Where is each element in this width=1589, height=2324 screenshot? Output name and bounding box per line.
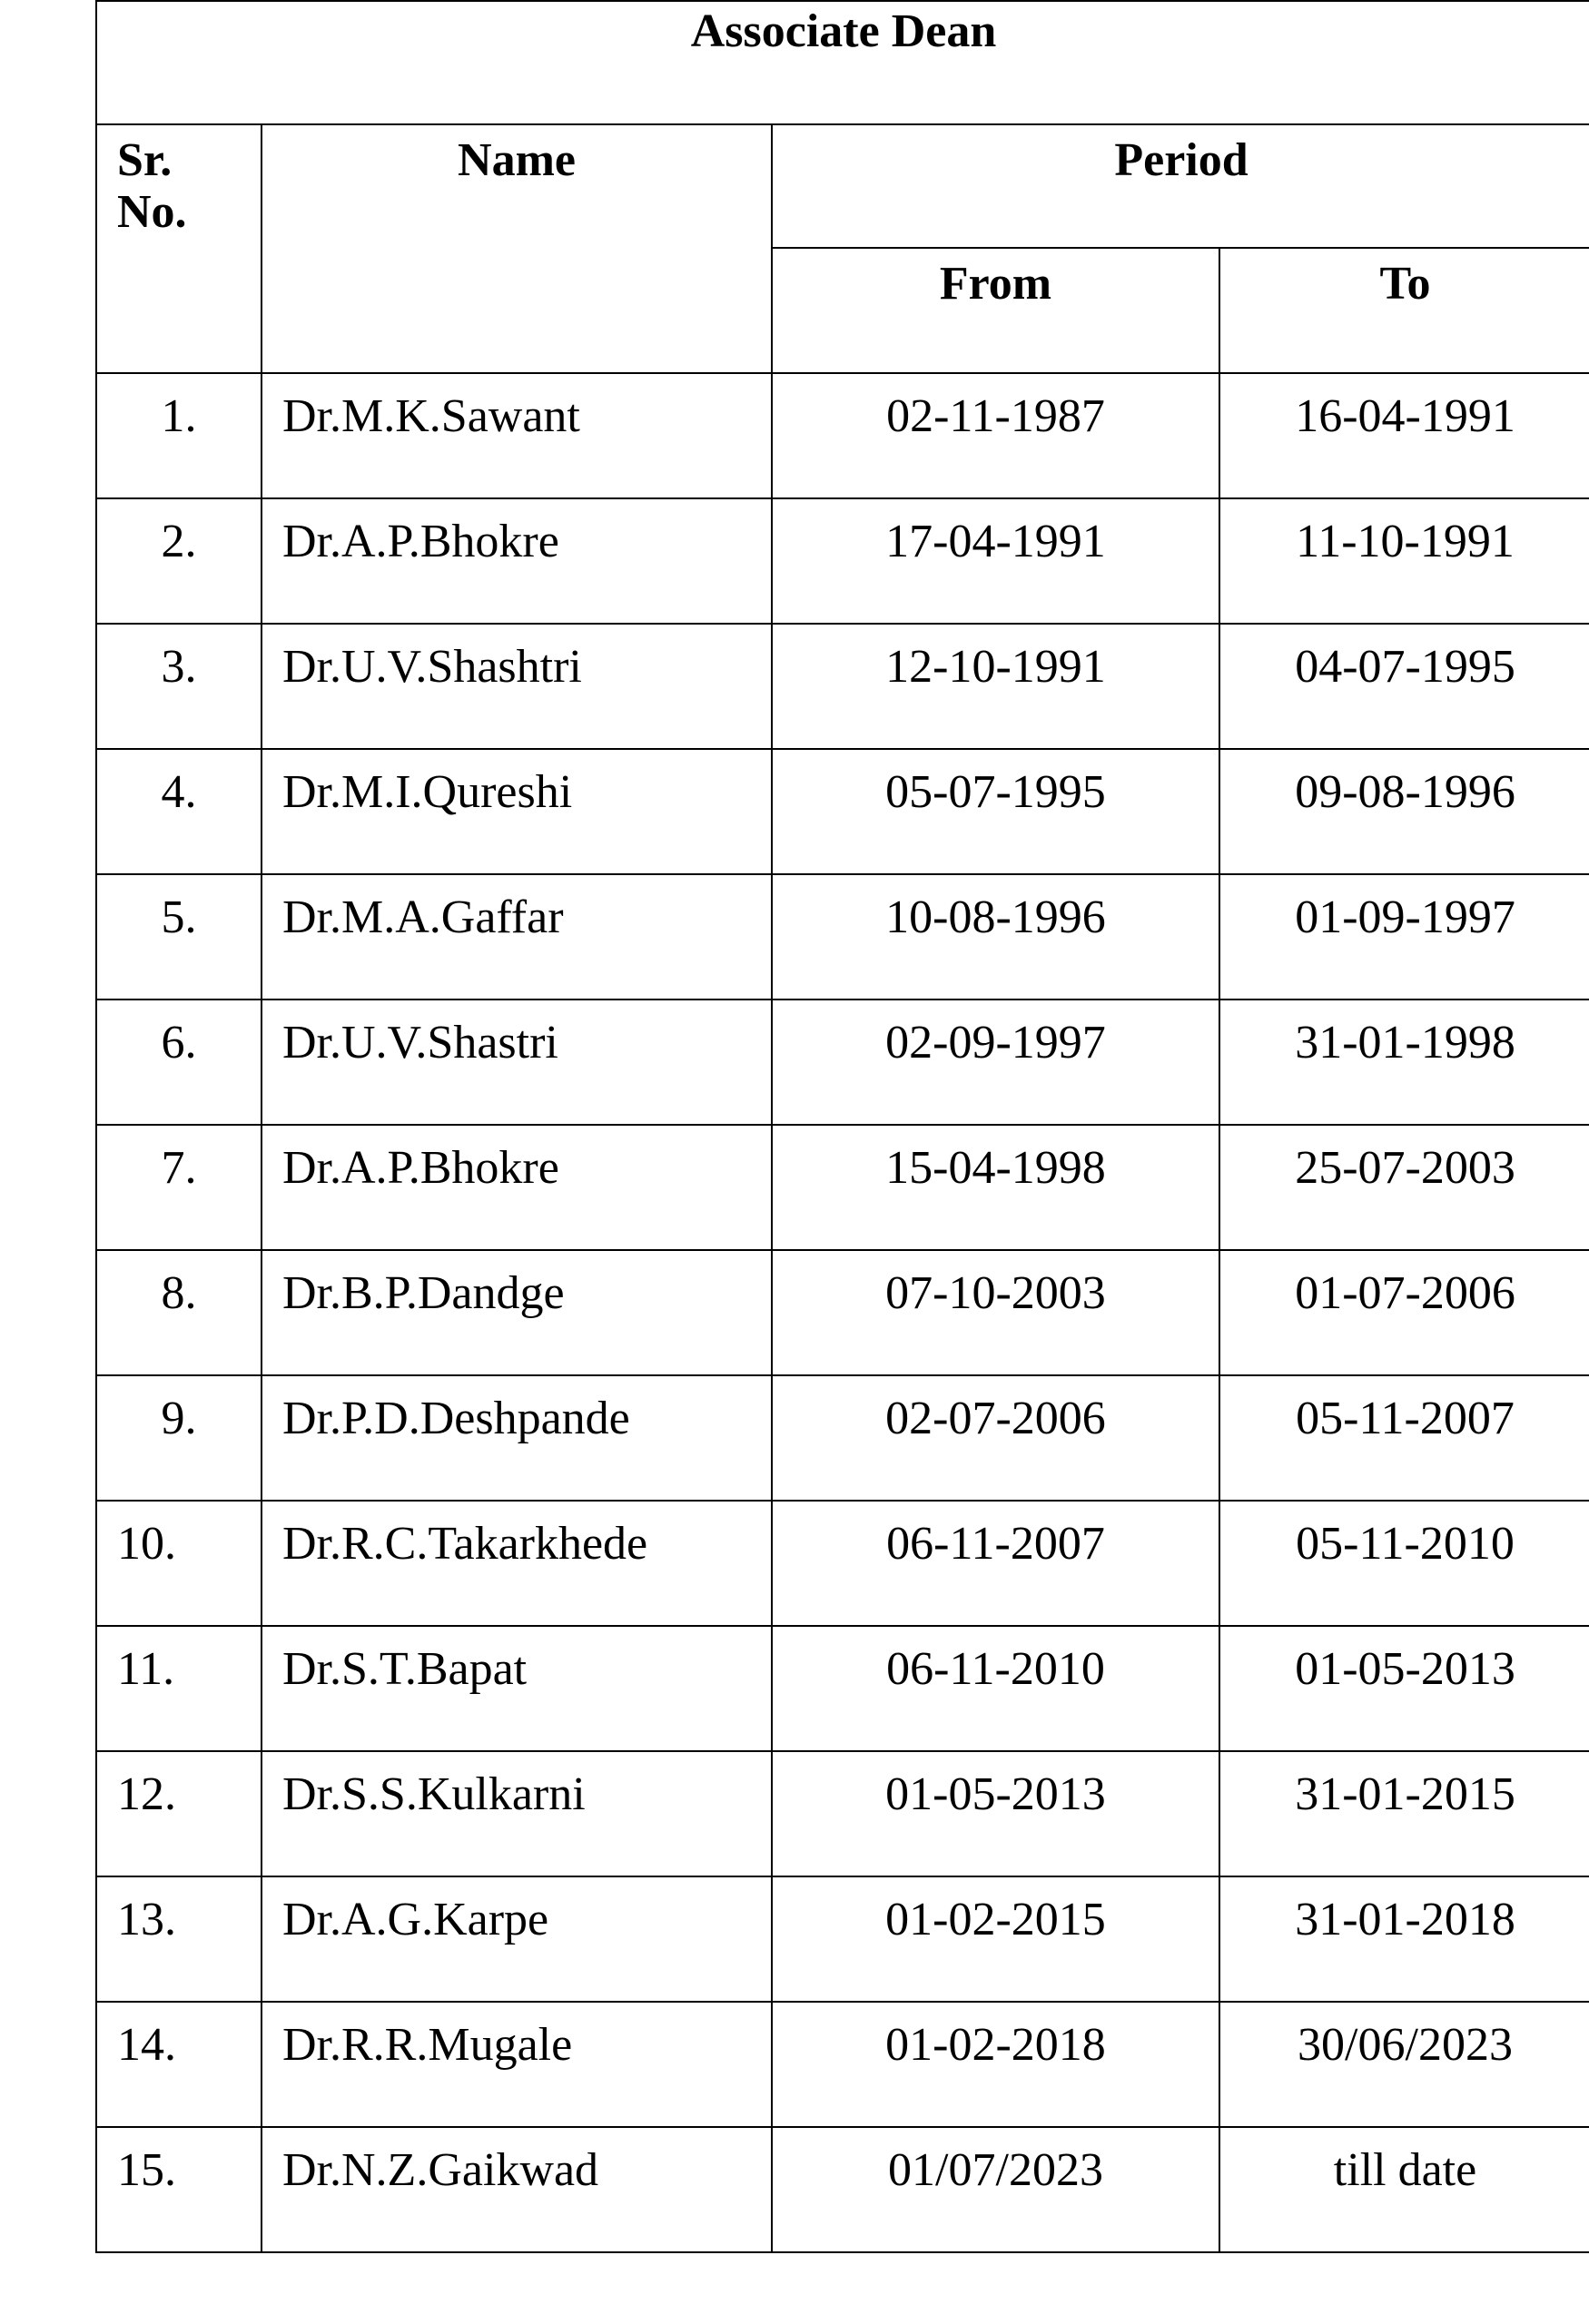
to-date-cell: 05-11-2007 — [1219, 1375, 1589, 1501]
from-date-cell: 07-10-2003 — [772, 1250, 1219, 1375]
name-cell: Dr.R.R.Mugale — [262, 2002, 772, 2127]
table-row — [96, 624, 1589, 749]
sr-no-cell: 10. — [96, 1501, 262, 1626]
header-from: From — [772, 248, 1219, 373]
table-row — [96, 1000, 1589, 1125]
sr-no-cell: 14. — [96, 2002, 262, 2127]
sr-no-cell: 13. — [96, 1876, 262, 2002]
associate-dean-table — [95, 0, 1589, 2253]
name-cell: Dr.P.D.Deshpande — [262, 1375, 772, 1501]
to-date-cell: 01-05-2013 — [1219, 1626, 1589, 1751]
sr-no-cell: 2. — [96, 498, 262, 624]
from-date-cell: 05-07-1995 — [772, 749, 1219, 874]
name-cell: Dr.M.A.Gaffar — [262, 874, 772, 1000]
name-cell: Dr.U.V.Shashtri — [262, 624, 772, 749]
table-row — [96, 1876, 1589, 2002]
sr-no-cell: 9. — [96, 1375, 262, 1501]
title-row — [96, 1, 1589, 124]
table-row — [96, 1751, 1589, 1876]
name-cell: Dr.R.C.Takarkhede — [262, 1501, 772, 1626]
from-date-cell: 10-08-1996 — [772, 874, 1219, 1000]
table-row — [96, 2127, 1589, 2252]
sr-no-cell: 7. — [96, 1125, 262, 1250]
sr-no-cell: 3. — [96, 624, 262, 749]
to-date-cell: 31-01-1998 — [1219, 1000, 1589, 1125]
from-date-cell: 01-05-2013 — [772, 1751, 1219, 1876]
sr-no-cell: 8. — [96, 1250, 262, 1375]
from-date-cell: 06-11-2007 — [772, 1501, 1219, 1626]
from-date-cell: 02-07-2006 — [772, 1375, 1219, 1501]
from-date-cell: 01-02-2015 — [772, 1876, 1219, 2002]
table-row — [96, 498, 1589, 624]
table-row — [96, 1501, 1589, 1626]
from-date-cell: 12-10-1991 — [772, 624, 1219, 749]
table-row — [96, 874, 1589, 1000]
table-title: Associate Dean — [96, 1, 1589, 124]
to-date-cell: 05-11-2010 — [1219, 1501, 1589, 1626]
from-date-cell: 02-11-1987 — [772, 373, 1219, 498]
table-row — [96, 2002, 1589, 2127]
to-date-cell: 01-07-2006 — [1219, 1250, 1589, 1375]
name-cell: Dr.S.T.Bapat — [262, 1626, 772, 1751]
table-row — [96, 1626, 1589, 1751]
header-sr-no-label: Sr. No. — [117, 134, 187, 239]
name-cell: Dr.A.P.Bhokre — [262, 1125, 772, 1250]
to-date-cell: till date — [1219, 2127, 1589, 2252]
from-date-cell: 01-02-2018 — [772, 2002, 1219, 2127]
header-period: Period — [772, 124, 1589, 248]
table-row — [96, 1125, 1589, 1250]
from-date-cell: 06-11-2010 — [772, 1626, 1219, 1751]
to-date-cell: 11-10-1991 — [1219, 498, 1589, 624]
to-date-cell: 31-01-2015 — [1219, 1751, 1589, 1876]
table-row — [96, 749, 1589, 874]
sr-no-cell: 4. — [96, 749, 262, 874]
name-cell: Dr.S.S.Kulkarni — [262, 1751, 772, 1876]
header-row-1 — [96, 124, 1589, 248]
header-to: To — [1219, 248, 1589, 373]
name-cell: Dr.N.Z.Gaikwad — [262, 2127, 772, 2252]
header-sr-no — [96, 124, 262, 373]
to-date-cell: 16-04-1991 — [1219, 373, 1589, 498]
name-cell: Dr.B.P.Dandge — [262, 1250, 772, 1375]
to-date-cell: 25-07-2003 — [1219, 1125, 1589, 1250]
from-date-cell: 15-04-1998 — [772, 1125, 1219, 1250]
table-row — [96, 1250, 1589, 1375]
to-date-cell: 30/06/2023 — [1219, 2002, 1589, 2127]
from-date-cell: 02-09-1997 — [772, 1000, 1219, 1125]
from-date-cell: 01/07/2023 — [772, 2127, 1219, 2252]
to-date-cell: 09-08-1996 — [1219, 749, 1589, 874]
name-cell: Dr.A.G.Karpe — [262, 1876, 772, 2002]
from-date-cell: 17-04-1991 — [772, 498, 1219, 624]
sr-no-cell: 11. — [96, 1626, 262, 1751]
to-date-cell: 31-01-2018 — [1219, 1876, 1589, 2002]
sr-no-cell: 5. — [96, 874, 262, 1000]
associate-dean-table-container — [95, 0, 1589, 2253]
name-cell: Dr.A.P.Bhokre — [262, 498, 772, 624]
sr-no-cell: 6. — [96, 1000, 262, 1125]
table-row — [96, 373, 1589, 498]
to-date-cell: 01-09-1997 — [1219, 874, 1589, 1000]
to-date-cell: 04-07-1995 — [1219, 624, 1589, 749]
sr-no-cell: 12. — [96, 1751, 262, 1876]
sr-no-cell: 15. — [96, 2127, 262, 2252]
name-cell: Dr.M.I.Qureshi — [262, 749, 772, 874]
sr-no-cell: 1. — [96, 373, 262, 498]
name-cell: Dr.M.K.Sawant — [262, 373, 772, 498]
table-row — [96, 1375, 1589, 1501]
header-name: Name — [262, 124, 772, 373]
name-cell: Dr.U.V.Shastri — [262, 1000, 772, 1125]
